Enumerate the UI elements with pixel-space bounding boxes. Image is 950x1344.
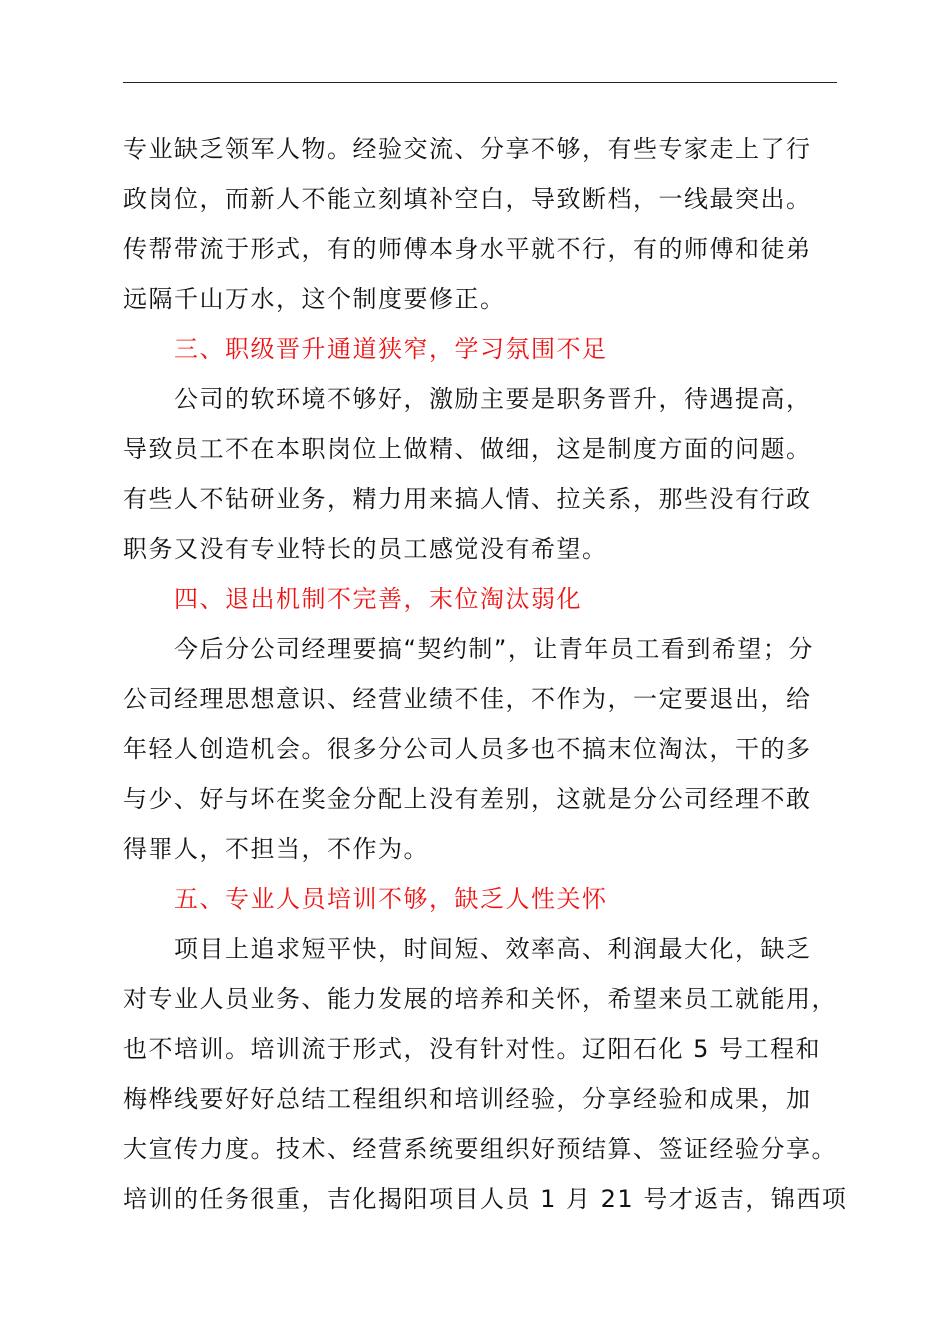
text-line: 年轻人创造机会。很多分公司人员多也不搞末位淘汰，干的多	[123, 735, 812, 763]
paragraph-continued	[123, 124, 839, 324]
text-line: 公司经理思想意识、经营业绩不佳，不作为，一定要退出，给	[123, 685, 812, 713]
paragraph-section-5	[123, 924, 848, 1224]
text-line: 今后分公司经理要搞“契约制”，让青年员工看到希望；分	[174, 635, 814, 663]
text-line: 公司的软环境不够好，激励主要是职务晋升，待遇提高，	[174, 385, 812, 413]
text-line: 导致员工不在本职岗位上做精、做细，这是制度方面的问题。	[123, 435, 812, 463]
section-heading-5: 五、专业人员培训不够，缺乏人性关怀	[174, 885, 608, 913]
text-line: 对专业人员业务、能力发展的培养和关怀，希望来员工就能用，	[123, 985, 837, 1013]
text-line: 大宣传力度。技术、经营系统要组织好预结算、签证经验分享。	[123, 1135, 837, 1163]
document-body	[123, 124, 848, 1224]
paragraph-section-4	[123, 624, 839, 874]
text-line: 得罪人，不担当，不作为。	[123, 835, 429, 863]
text-line: 与少、好与坏在奖金分配上没有差别，这就是分公司经理不敢	[123, 785, 812, 813]
text-line: 培训的任务很重，吉化揭阳项目人员 1 月 21 号才返吉，锦西项	[123, 1185, 848, 1213]
header-rule	[123, 82, 837, 83]
text-line: 专业缺乏领军人物。经验交流、分享不够，有些专家走上了行	[123, 135, 812, 163]
text-line: 传帮带流于形式，有的师傅本身水平就不行，有的师傅和徒弟	[123, 235, 812, 263]
text-line: 远隔千山万水，这个制度要修正。	[123, 285, 506, 313]
text-line: 梅桦线要好好总结工程组织和培训经验，分享经验和成果，加	[123, 1085, 812, 1113]
section-heading-4: 四、退出机制不完善，末位淘汰弱化	[174, 585, 582, 613]
text-line: 也不培训。培训流于形式，没有针对性。辽阳石化 5 号工程和	[123, 1035, 822, 1063]
text-line: 有些人不钻研业务，精力用来搞人情、拉关系，那些没有行政	[123, 485, 812, 513]
text-line: 项目上追求短平快，时间短、效率高、利润最大化，缺乏	[174, 935, 812, 963]
text-line: 政岗位，而新人不能立刻填补空白，导致断档，一线最突出。	[123, 185, 812, 213]
text-line: 职务又没有专业特长的员工感觉没有希望。	[123, 535, 608, 563]
section-heading-3: 三、职级晋升通道狭窄，学习氛围不足	[174, 335, 608, 363]
paragraph-section-3	[123, 374, 839, 574]
